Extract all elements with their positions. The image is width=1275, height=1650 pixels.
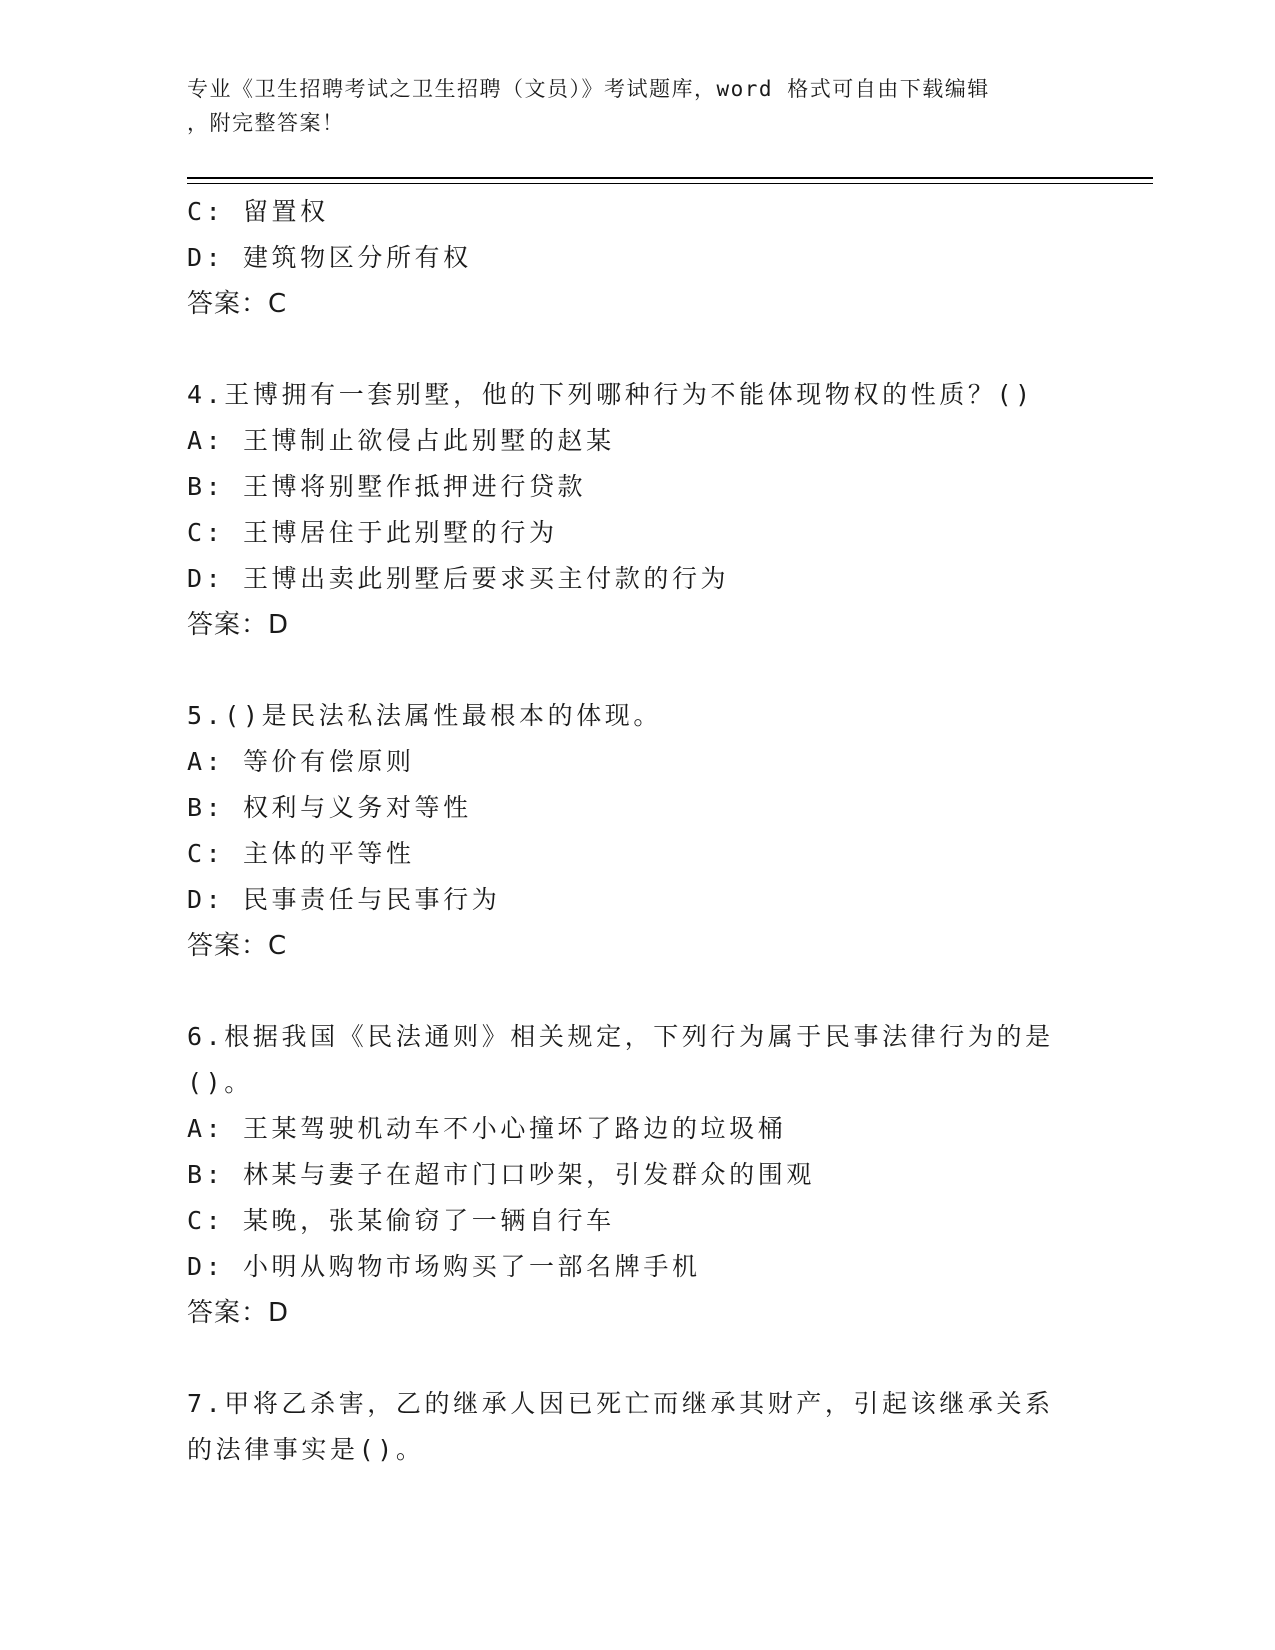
- spacer: [187, 969, 1087, 1014]
- option-b: B: 林某与妻子在超市门口吵架，引发群众的围观: [187, 1160, 815, 1189]
- option-c: C: 某晚，张某偷窃了一辆自行车: [187, 1206, 615, 1235]
- option-a: A: 王某驾驶机动车不小心撞坏了路边的垃圾桶: [187, 1114, 787, 1143]
- question-text: 4.王博拥有一套别墅，他的下列哪种行为不能体现物权的性质？(): [187, 380, 1034, 409]
- question-text-line-2: ()。: [187, 1068, 253, 1097]
- header-line-1: 专业《卫生招聘考试之卫生招聘（文员）》考试题库，word 格式可自由下载编辑: [187, 77, 990, 101]
- option-d: D: 民事责任与民事行为: [187, 885, 501, 914]
- answer-label: 答案：C: [187, 289, 288, 319]
- option-c: C: 留置权: [187, 197, 329, 226]
- question-4: [187, 372, 1087, 648]
- header-divider-thick: [187, 177, 1153, 179]
- document-header: [187, 72, 1087, 140]
- question-text-line-1: 6.根据我国《民法通则》相关规定，下列行为属于民事法律行为的是: [187, 1022, 1054, 1051]
- option-d: D: 王博出卖此别墅后要求买主付款的行为: [187, 564, 730, 593]
- option-c: C: 王博居住于此别墅的行为: [187, 518, 558, 547]
- header-divider-thin: [187, 183, 1153, 184]
- spacer: [187, 1336, 1087, 1381]
- partial-question: [187, 189, 1087, 327]
- question-list: [187, 189, 1087, 1473]
- question-text-line-2: 的法律事实是()。: [187, 1435, 425, 1464]
- option-a: A: 王博制止欲侵占此别墅的赵某: [187, 426, 615, 455]
- option-b: B: 权利与义务对等性: [187, 793, 472, 822]
- option-d: D: 小明从购物市场购买了一部名牌手机: [187, 1252, 701, 1281]
- spacer: [187, 327, 1087, 372]
- question-5: [187, 693, 1087, 969]
- answer-label: 答案：D: [187, 610, 290, 640]
- spacer: [187, 648, 1087, 693]
- answer-label: 答案：D: [187, 1298, 290, 1328]
- option-a: A: 等价有偿原则: [187, 747, 415, 776]
- option-b: B: 王博将别墅作抵押进行贷款: [187, 472, 587, 501]
- option-d: D: 建筑物区分所有权: [187, 243, 472, 272]
- option-c: C: 主体的平等性: [187, 839, 415, 868]
- header-line-2: ，附完整答案！: [187, 111, 345, 135]
- question-text: 5.()是民法私法属性最根本的体现。: [187, 701, 663, 730]
- answer-label: 答案：C: [187, 931, 288, 961]
- question-text-line-1: 7.甲将乙杀害，乙的继承人因已死亡而继承其财产，引起该继承关系: [187, 1389, 1054, 1418]
- question-6: [187, 1014, 1087, 1336]
- question-7: [187, 1381, 1087, 1473]
